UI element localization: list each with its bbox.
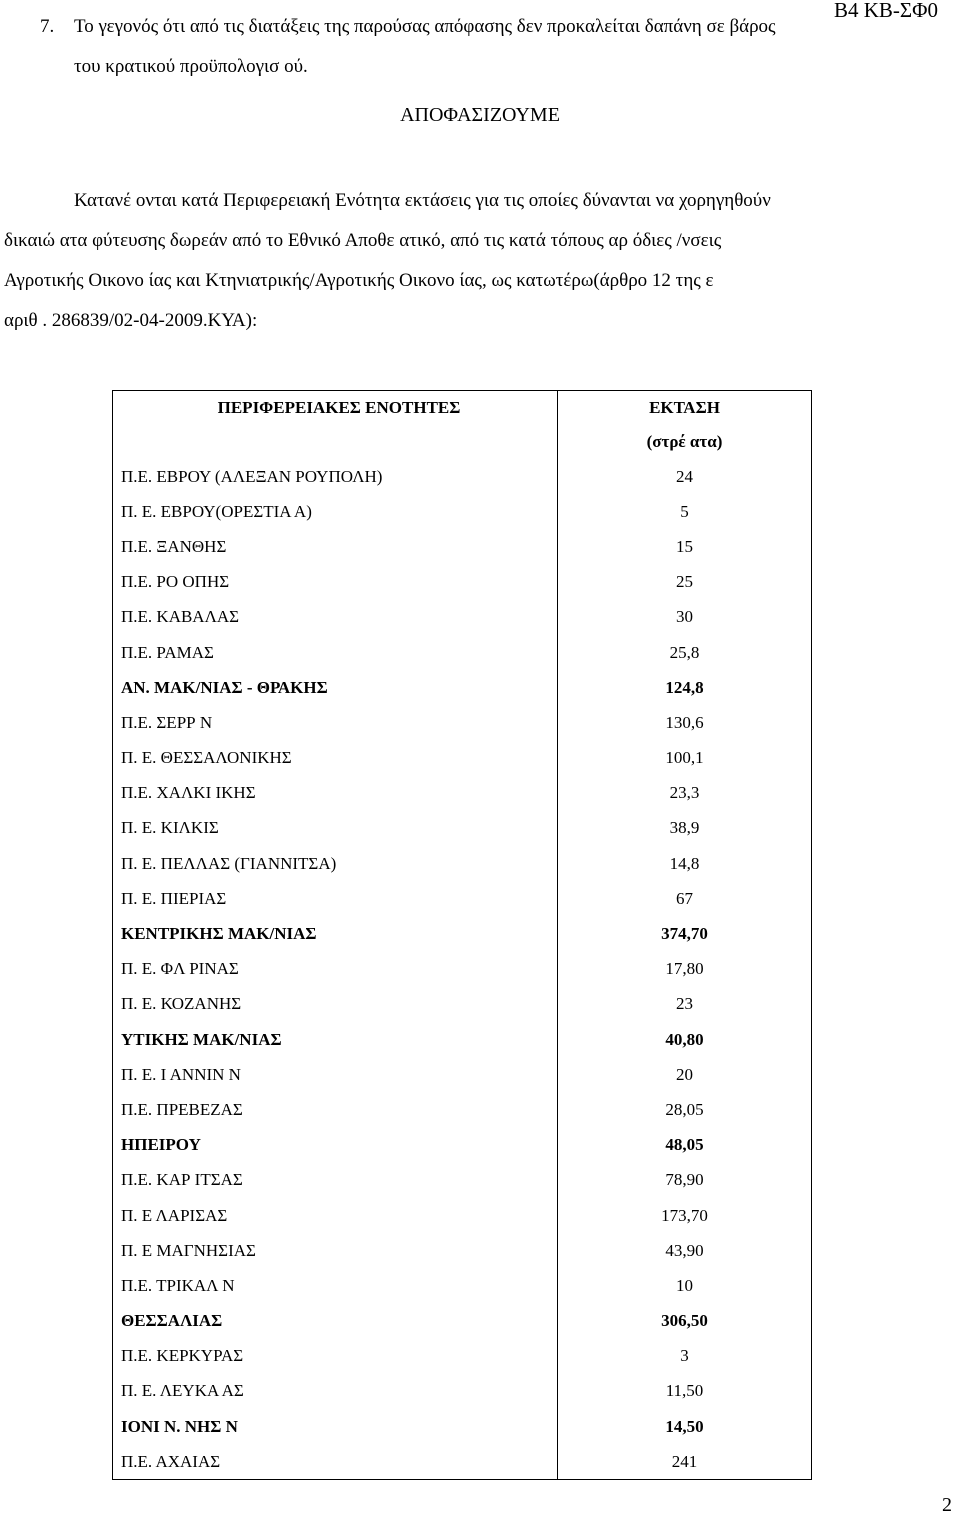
- table-row: [113, 846, 812, 881]
- region-name-cell: Π.Ε. ΚΕΡΚΥΡΑΣ: [113, 1339, 558, 1374]
- table-header-row: [113, 391, 812, 426]
- regions-area-table: [112, 390, 812, 1480]
- region-area-cell: 306,50: [558, 1304, 812, 1339]
- table-row: [113, 1374, 812, 1409]
- region-name-cell: ΗΠΕΙΡΟΥ: [113, 1128, 558, 1163]
- region-name-cell: Π.Ε. ΑΧΑΙΑΣ: [113, 1444, 558, 1480]
- region-area-cell: 5: [558, 494, 812, 529]
- region-area-cell: 24: [558, 459, 812, 494]
- region-area-cell: 38,9: [558, 811, 812, 846]
- region-area-cell: 130,6: [558, 705, 812, 740]
- table-row: [113, 600, 812, 635]
- region-area-cell: 40,80: [558, 1022, 812, 1057]
- table-row: [113, 916, 812, 951]
- region-area-cell: 100,1: [558, 741, 812, 776]
- region-name-cell: Π.Ε. ΠΡΕΒΕΖΑΣ: [113, 1092, 558, 1127]
- table-header-row-2: [113, 425, 812, 459]
- document-code: Β4 ΚΒ-ΣΦ0: [834, 0, 938, 22]
- body-text-line2: δικαιώ ατα φύτευσης δωρεάν από το Εθνικό Αποθε ατικό, από τις κατά τόπους αρ όδιες /νσεις: [4, 230, 722, 251]
- region-area-cell: 78,90: [558, 1163, 812, 1198]
- region-name-cell: Π. Ε. Ι ΑΝΝΙΝ Ν: [113, 1057, 558, 1092]
- region-area-cell: 3: [558, 1339, 812, 1374]
- region-name-cell: Π. Ε. ΠΕΛΛΑΣ (ΓΙΑΝΝΙΤΣΑ): [113, 846, 558, 881]
- region-area-cell: 30: [558, 600, 812, 635]
- region-area-cell: 10: [558, 1268, 812, 1303]
- region-name-cell: ΥΤΙΚΗΣ ΜΑΚ/ΝΙΑΣ: [113, 1022, 558, 1057]
- table-row: [113, 1233, 812, 1268]
- page-number: 2: [942, 1494, 952, 1516]
- region-name-cell: Π.Ε. ΡΑΜΑΣ: [113, 635, 558, 670]
- table-row: [113, 1304, 812, 1339]
- table-row: [113, 705, 812, 740]
- region-area-cell: 25: [558, 565, 812, 600]
- region-name-cell: ΘΕΣΣΑΛΙΑΣ: [113, 1304, 558, 1339]
- region-name-cell: Π. Ε. ΚΙΛΚΙΣ: [113, 811, 558, 846]
- region-name-cell: Π. Ε. ΛΕΥΚΑ ΑΣ: [113, 1374, 558, 1409]
- table-row: [113, 1444, 812, 1480]
- table-row: [113, 1198, 812, 1233]
- region-area-cell: 15: [558, 529, 812, 564]
- region-name-cell: Π.Ε. ΧΑΛΚΙ ΙΚΗΣ: [113, 776, 558, 811]
- table-row: [113, 1057, 812, 1092]
- table-row: [113, 494, 812, 529]
- region-name-cell: Π.Ε. ΚΑΡ ΙΤΣΑΣ: [113, 1163, 558, 1198]
- region-name-cell: ΚΕΝΤΡΙΚΗΣ ΜΑΚ/ΝΙΑΣ: [113, 916, 558, 951]
- body-text-line1: Κατανέ ονται κατά Περιφερειακή Ενότητα εκτάσεις για τις οποίες δύνανται να χορηγηθούν: [74, 190, 771, 211]
- region-name-cell: Π.Ε. ΣΕΡΡ Ν: [113, 705, 558, 740]
- table-row: [113, 635, 812, 670]
- region-name-cell: Π. Ε. ΦΛ ΡΙΝΑΣ: [113, 952, 558, 987]
- region-name-cell: Π.Ε. ΡΟ ΟΠΗΣ: [113, 565, 558, 600]
- item7-text-line2: του κρατικού προϋπολογισ ού.: [74, 56, 308, 77]
- table-row: [113, 670, 812, 705]
- region-name-cell: ΙΟΝΙ Ν. ΝΗΣ Ν: [113, 1409, 558, 1444]
- region-area-cell: 173,70: [558, 1198, 812, 1233]
- header-area-unit: (στρέ ατα): [558, 425, 812, 459]
- table-row: [113, 1339, 812, 1374]
- region-area-cell: 14,50: [558, 1409, 812, 1444]
- table-row: [113, 565, 812, 600]
- table-row: [113, 1409, 812, 1444]
- table-row: [113, 811, 812, 846]
- region-area-cell: 25,8: [558, 635, 812, 670]
- region-name-cell: Π. Ε ΛΑΡΙΣΑΣ: [113, 1198, 558, 1233]
- region-area-cell: 374,70: [558, 916, 812, 951]
- region-name-cell: Π. Ε. ΘΕΣΣΑΛΟΝΙΚΗΣ: [113, 741, 558, 776]
- region-name-cell: Π.Ε. ΤΡΙΚΑΛ Ν: [113, 1268, 558, 1303]
- header-area: ΕΚΤΑΣΗ: [558, 391, 812, 426]
- region-name-cell: Π. Ε ΜΑΓΝΗΣΙΑΣ: [113, 1233, 558, 1268]
- region-name-cell: Π.Ε. ΚΑΒΑΛΑΣ: [113, 600, 558, 635]
- region-area-cell: 67: [558, 881, 812, 916]
- body-text-line4: αριθ . 286839/02-04-2009.ΚΥΑ):: [4, 310, 258, 331]
- region-name-cell: Π. Ε. ΚΟΖΑΝΗΣ: [113, 987, 558, 1022]
- header-regions: ΠΕΡΙΦΕΡΕΙΑΚΕΣ ΕΝΟΤΗΤΕΣ: [113, 391, 558, 426]
- table-row: [113, 987, 812, 1022]
- table-row: [113, 529, 812, 564]
- region-area-cell: 11,50: [558, 1374, 812, 1409]
- region-area-cell: 124,8: [558, 670, 812, 705]
- region-name-cell: ΑΝ. ΜΑΚ/ΝΙΑΣ - ΘΡΑΚΗΣ: [113, 670, 558, 705]
- table-row: [113, 1163, 812, 1198]
- table-row: [113, 1128, 812, 1163]
- item7-text-line1: Το γεγονός ότι από τις διατάξεις της παρούσας απόφασης δεν προκαλείται δαπάνη σε βάρος: [74, 16, 776, 37]
- region-area-cell: 48,05: [558, 1128, 812, 1163]
- region-area-cell: 28,05: [558, 1092, 812, 1127]
- region-area-cell: 43,90: [558, 1233, 812, 1268]
- decision-heading: ΑΠΟΦΑΣΙΖΟΥΜΕ: [400, 104, 560, 126]
- table-row: [113, 881, 812, 916]
- table-row: [113, 776, 812, 811]
- table-row: [113, 741, 812, 776]
- table-row: [113, 1092, 812, 1127]
- region-area-cell: 20: [558, 1057, 812, 1092]
- table-row: [113, 952, 812, 987]
- region-area-cell: 17,80: [558, 952, 812, 987]
- region-area-cell: 23,3: [558, 776, 812, 811]
- body-text-line3: Αγροτικής Οικονο ίας και Κτηνιατρικής/Αγροτικής Οικονο ίας, ως κατωτέρω(άρθρο 12 της ε: [4, 270, 714, 291]
- header-empty-cell: [113, 425, 558, 459]
- region-name-cell: Π.Ε. ΕΒΡΟΥ (ΑΛΕΞΑΝ ΡΟΥΠΟΛΗ): [113, 459, 558, 494]
- item-number: 7.: [40, 16, 55, 37]
- region-area-cell: 241: [558, 1444, 812, 1480]
- region-area-cell: 14,8: [558, 846, 812, 881]
- region-name-cell: Π. Ε. ΕΒΡΟΥ(ΟΡΕΣΤΙΑ Α): [113, 494, 558, 529]
- table-row: [113, 1022, 812, 1057]
- region-name-cell: Π. Ε. ΠΙΕΡΙΑΣ: [113, 881, 558, 916]
- table-row: [113, 1268, 812, 1303]
- table-row: [113, 459, 812, 494]
- region-name-cell: Π.Ε. ΞΑΝΘΗΣ: [113, 529, 558, 564]
- region-area-cell: 23: [558, 987, 812, 1022]
